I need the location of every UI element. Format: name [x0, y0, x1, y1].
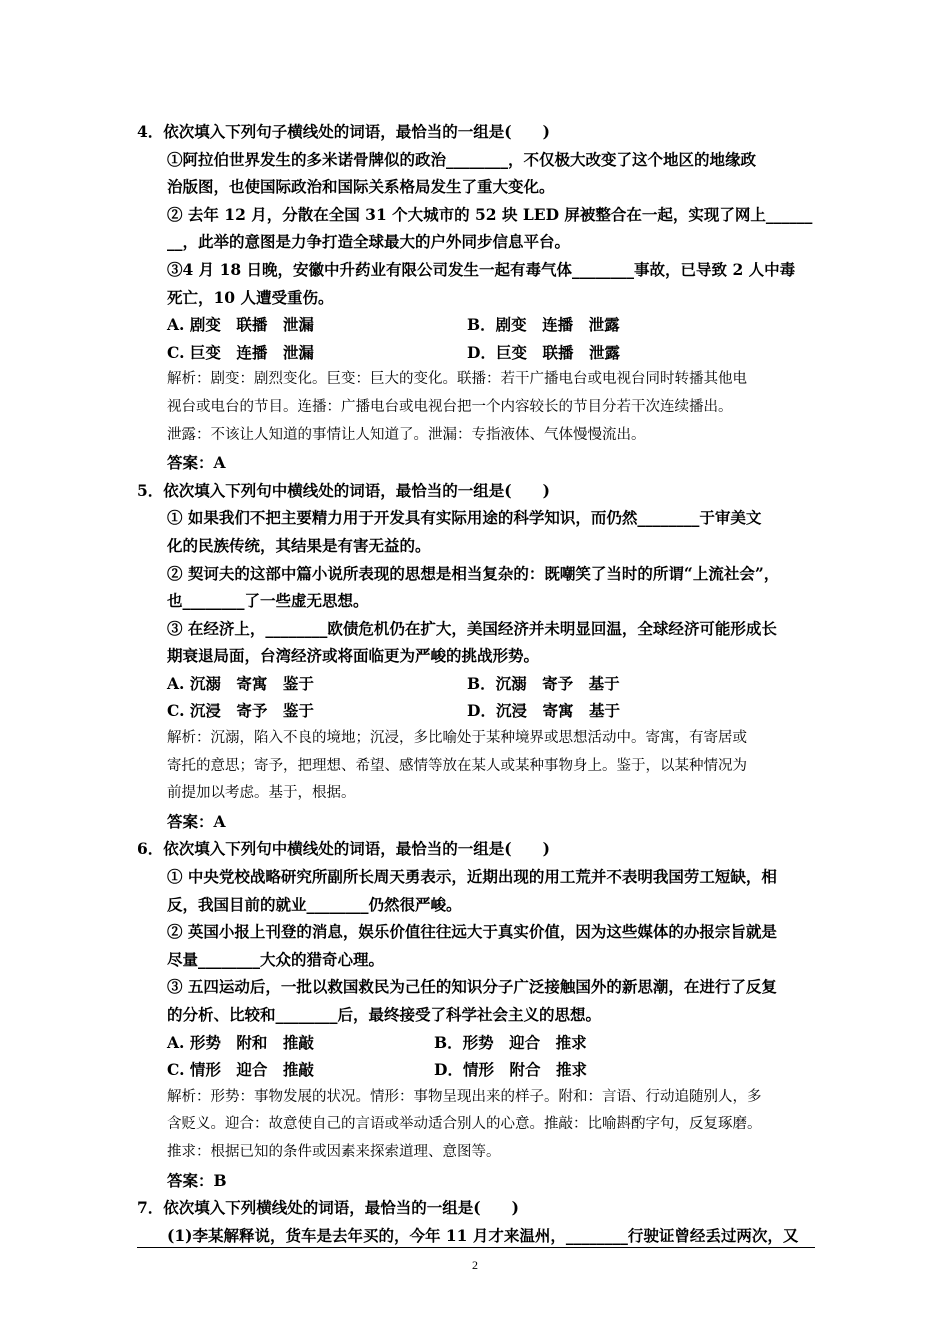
option-b: B．形势 迎合 推求	[434, 1032, 587, 1052]
explanation-line: 含贬义。迎合：故意使自己的言语或举动适合别人的心意。推敲：比喻斟酌字句，反复琢磨。	[167, 1116, 762, 1133]
explanation-line: 解析：剧变：剧烈变化。巨变：巨大的变化。联播：若干广播电台或电视台同时转播其他电	[167, 371, 747, 388]
option-a: A. 沉溺 寄寓 鉴于	[167, 673, 314, 693]
explanation-line: 解析：沉溺，陷入不良的境地；沉浸，多比喻处于某种境界或思想活动中。寄寓，有寄居或	[167, 730, 747, 747]
footer-divider	[137, 1247, 815, 1248]
options-row	[137, 1056, 817, 1084]
question-text-line: ③ 在经济上，________欧债危机仍在扩大，美国经济并未明显回温，全球经济可能形成长	[167, 618, 777, 638]
option-d: D．情形 附合 推求	[434, 1060, 587, 1080]
explanation-line: 解析：形势：事物发展的状况。情形：事物呈现出来的样子。附和：言语、行动追随别人，多	[167, 1088, 762, 1105]
answer: 答案：B	[167, 1170, 227, 1190]
question-text-line: ② 英国小报上刊登的消息，娱乐价值往往远大于真实价值，因为这些媒体的办报宗旨就是	[167, 922, 777, 942]
question-text-line: 期衰退局面，台湾经济或将面临更为严峻的挑战形势。	[167, 646, 540, 666]
question-text-line: __，此举的意图是力争打造全球最大的户外同步信息平台。	[167, 232, 571, 252]
option-c: C. 巨变 连播 泄漏	[167, 342, 314, 362]
question-text-line: ② 契诃夫的这部中篇小说所表现的思想是相当复杂的：既嘲笑了当时的所谓“上流社会”，	[167, 563, 780, 583]
option-a: A. 形势 附和 推敲	[167, 1032, 314, 1052]
question-stem: 7．依次填入下列横线处的词语，最恰当的一组是( )	[137, 1198, 519, 1218]
question-stem: 5．依次填入下列句中横线处的词语，最恰当的一组是( )	[137, 480, 550, 500]
question-6	[137, 835, 817, 1194]
question-text-line: ③ 五四运动后，一批以救国救民为己任的知识分子广泛接触国外的新思潮，在进行了反复	[167, 977, 777, 997]
answer: 答案：A	[167, 453, 226, 473]
option-d: D．沉浸 寄寓 基于	[467, 701, 620, 721]
document-body	[137, 118, 817, 1249]
question-text-line: 反，我国目前的就业________仍然很严峻。	[167, 894, 462, 914]
question-stem: 6．依次填入下列句中横线处的词语，最恰当的一组是( )	[137, 839, 550, 859]
option-c: C. 沉浸 寄予 鉴于	[167, 701, 314, 721]
question-text-line: ② 去年 12 月，分散在全国 31 个大城市的 52 块 LED 屏被整合在一起，实现了网上______	[167, 204, 813, 224]
question-text-line: 也________了一些虚无思想。	[167, 591, 369, 611]
explanation-line: 视台或电台的节目。连播：广播电台或电视台把一个内容较长的节目分若干次连续播出。	[167, 398, 733, 415]
option-b: B．剧变 连播 泄露	[467, 315, 620, 335]
explanation-line: 推求：根据已知的条件或因素来探索道理、意图等。	[167, 1143, 501, 1160]
question-4	[137, 118, 817, 477]
question-stem: 4．依次填入下列句子横线处的词语，最恰当的一组是( )	[137, 122, 550, 141]
question-text-line: 治版图，也使国际政治和国际关系格局发生了重大变化。	[167, 177, 555, 197]
options-row	[137, 339, 817, 367]
question-text-line: ① 中央党校战略研究所副所长周天勇表示，近期出现的用工荒并不表明我国劳工短缺，相	[167, 867, 777, 887]
option-b: B．沉溺 寄予 基于	[467, 673, 620, 693]
question-7	[137, 1194, 817, 1249]
option-d: D．巨变 联播 泄露	[467, 342, 620, 362]
question-5	[137, 477, 817, 836]
question-text-line: 死亡，10 人遭受重伤。	[167, 287, 334, 307]
options-row	[137, 1029, 817, 1057]
question-text-line: 化的民族传统，其结果是有害无益的。	[167, 535, 431, 555]
option-a: A. 剧变 联播 泄漏	[167, 315, 314, 335]
answer: 答案：A	[167, 811, 226, 831]
explanation-line: 泄露：不该让人知道的事情让人知道了。泄漏：专指液体、气体慢慢流出。	[167, 426, 646, 443]
explanation-line: 寄托的意思；寄予，把理想、希望、感情等放在某人或某种事物身上。鉴于，以某种情况为	[167, 757, 747, 774]
options-row	[137, 311, 817, 339]
explanation-line: 前提加以考虑。基于，根据。	[167, 785, 356, 802]
question-text-line: 尽量________大众的猎奇心理。	[167, 949, 385, 969]
question-text-line: ① 如果我们不把主要精力用于开发具有实际用途的科学知识，而仍然________于审美文	[167, 508, 762, 528]
question-text-line: (1)李某解释说，货车是去年买的，今年 11 月才来温州，________行驶证曾经丢过两次，又	[167, 1225, 799, 1245]
question-text-line: ③4 月 18 日晚，安徽中升药业有限公司发生一起有毒气体________事故，已导致 2 人中毒	[167, 259, 796, 279]
question-text-line: 的分析、比较和________后，最终接受了科学社会主义的思想。	[167, 1005, 602, 1024]
options-row	[137, 697, 817, 725]
options-row	[137, 670, 817, 698]
page-number: 2	[472, 1258, 478, 1272]
option-c: C. 情形 迎合 推敲	[167, 1060, 314, 1080]
question-text-line: ①阿拉伯世界发生的多米诺骨牌似的政治________，不仅极大改变了这个地区的地缘政	[167, 149, 757, 169]
